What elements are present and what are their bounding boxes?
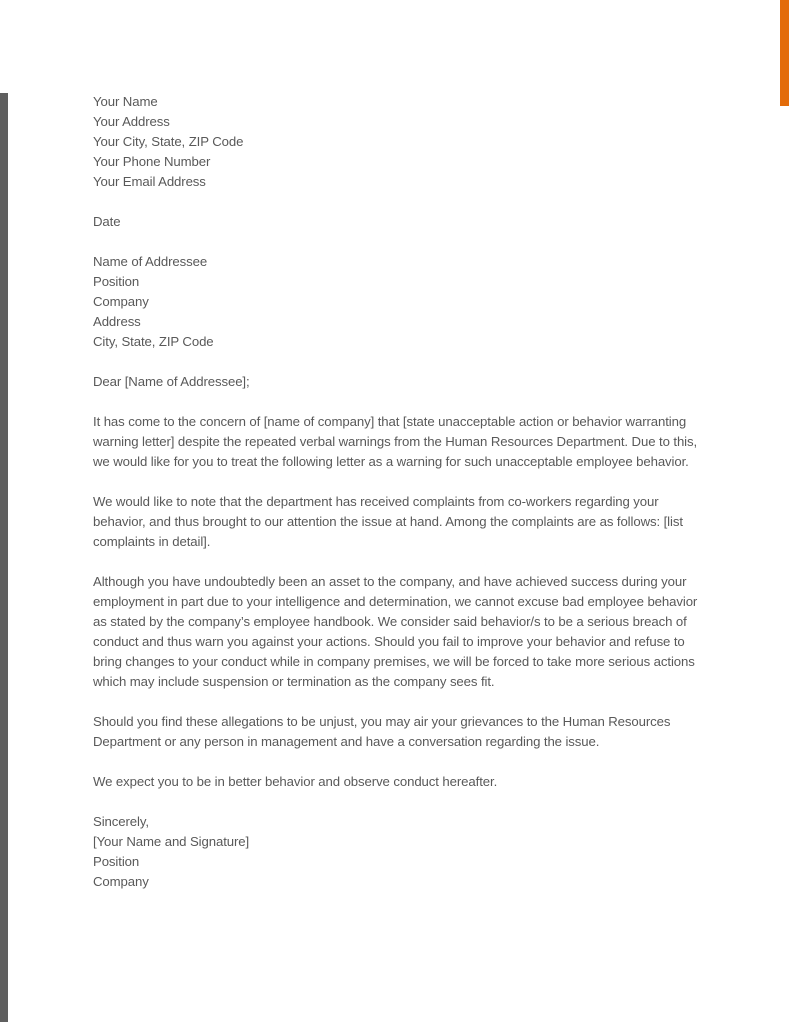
closing-block	[93, 812, 733, 892]
orange-accent-bar	[780, 0, 789, 106]
body-paragraph-1: It has come to the concern of [name of company] that [state unacceptable action or behavior warranting warning letter] despite the repeated verbal warnings from the Human Resources Department. Due to this, we would like for you to treat the following letter as a warning for such unacceptable employee behavior.	[93, 414, 698, 469]
spacer	[93, 472, 733, 492]
salutation: Dear [Name of Addressee];	[93, 374, 250, 389]
signature-placeholder: [Your Name and Signature]	[93, 834, 250, 849]
sender-block	[93, 92, 733, 192]
spacer	[93, 352, 733, 372]
spacer	[93, 692, 733, 712]
left-decorative-bar	[0, 93, 8, 1022]
recipient-name: Name of Addressee	[93, 254, 208, 269]
spacer	[93, 752, 733, 772]
sender-name: Your Name	[93, 94, 158, 109]
spacer	[93, 232, 733, 252]
body-paragraph-2: We would like to note that the department has received complaints from co-workers regarding your behavior, and thus brought to our attention the issue at hand. Among the complaints are as follows: [list complaints in detail].	[93, 494, 683, 549]
sender-city-state-zip: Your City, State, ZIP Code	[93, 134, 244, 149]
recipient-position: Position	[93, 274, 140, 289]
spacer	[93, 192, 733, 212]
sender-email: Your Email Address	[93, 174, 206, 189]
body-paragraph-4: Should you find these allegations to be unjust, you may air your grievances to the Human Resources Department or any person in management and have a conversation regarding the issue.	[93, 714, 671, 749]
spacer	[93, 392, 733, 412]
spacer	[93, 792, 733, 812]
recipient-city-state-zip: City, State, ZIP Code	[93, 334, 214, 349]
signer-position: Position	[93, 854, 140, 869]
recipient-company: Company	[93, 294, 149, 309]
signer-company: Company	[93, 874, 149, 889]
body-paragraph-3: Although you have undoubtedly been an asset to the company, and have achieved success during your employment in part due to your intelligence and determination, we cannot excuse bad employee behavior as stated by the company’s employee handbook. We consider said behavior/s to be a serious breach of conduct and thus warn you against your actions. Should you fail to improve your behavior and refuse to bring changes to your conduct while in company premises, we will be forced to take more serious actions which may include suspension or termination as the company sees fit.	[93, 574, 698, 689]
letter-date: Date	[93, 214, 121, 229]
body-paragraph-5: We expect you to be in better behavior and observe conduct hereafter.	[93, 774, 498, 789]
recipient-block	[93, 252, 733, 352]
valediction: Sincerely,	[93, 814, 149, 829]
spacer	[93, 552, 733, 572]
sender-phone: Your Phone Number	[93, 154, 211, 169]
recipient-address: Address	[93, 314, 141, 329]
sender-address: Your Address	[93, 114, 170, 129]
letter-page	[93, 92, 733, 892]
